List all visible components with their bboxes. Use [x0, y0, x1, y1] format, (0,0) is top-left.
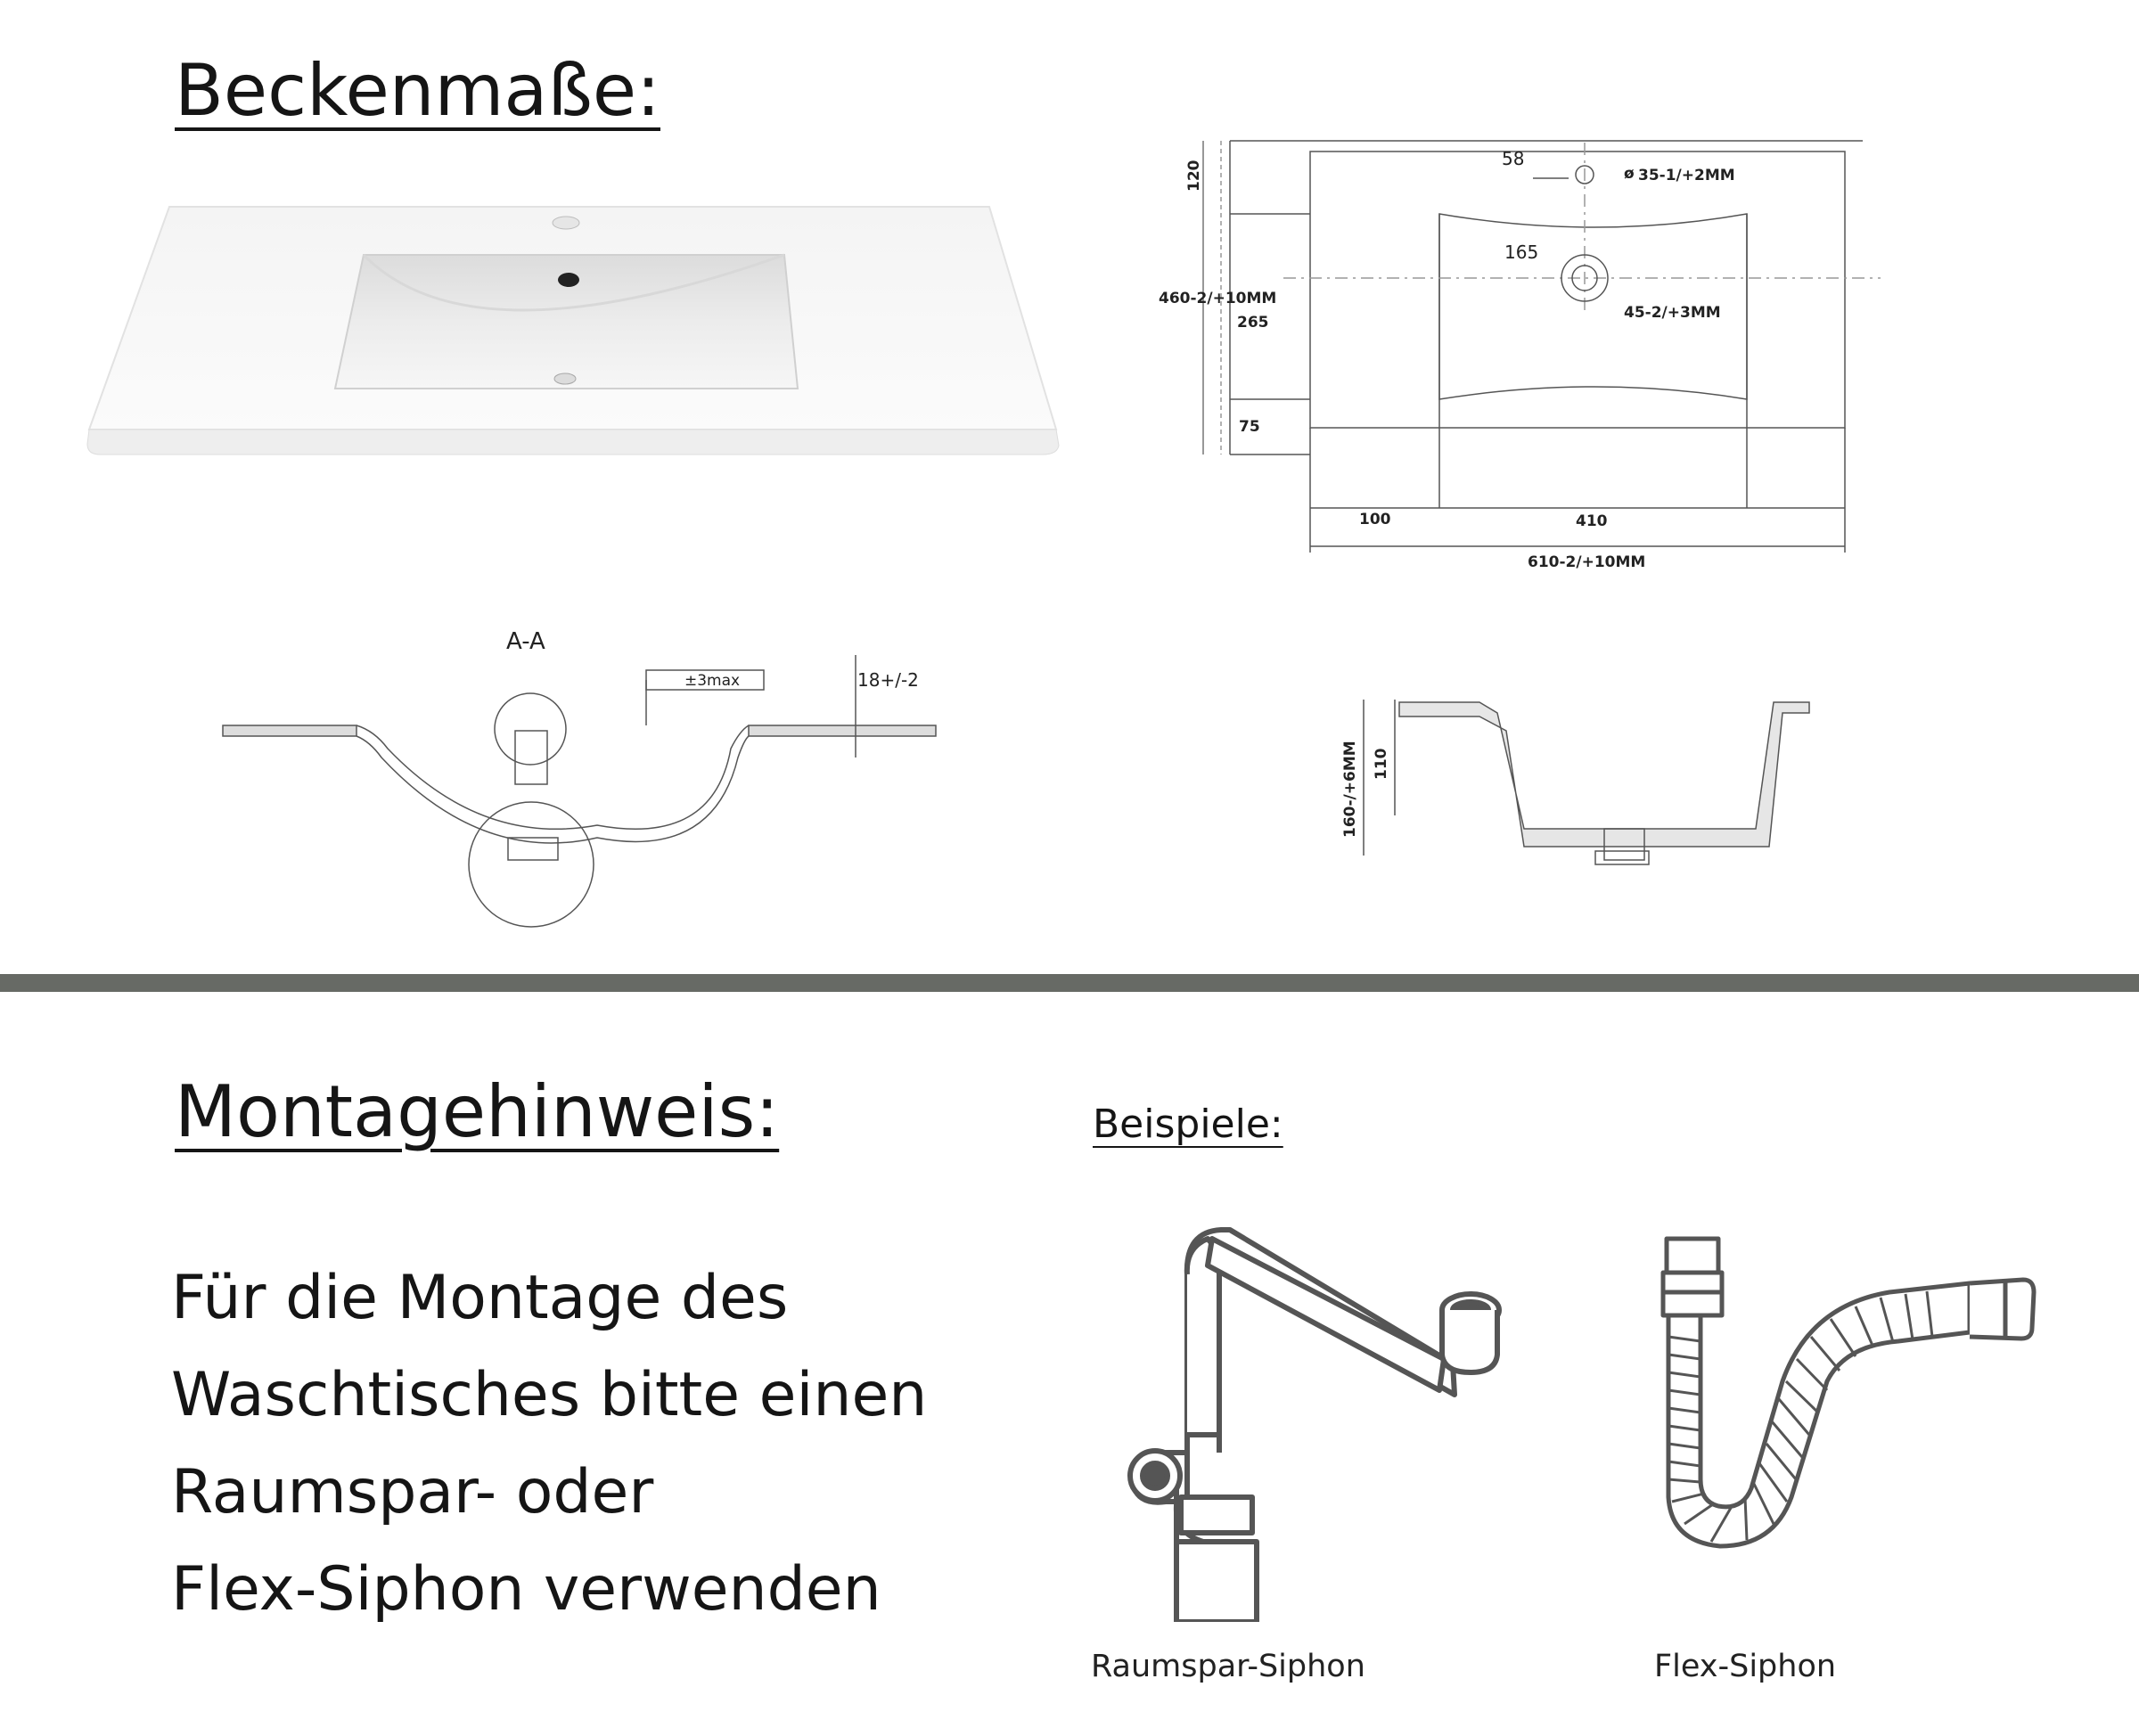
dim-120: 120 [1185, 160, 1203, 192]
thickness-label: 18+/-2 [857, 669, 919, 691]
dim-100: 100 [1359, 511, 1391, 528]
drain-hole-dim: 45-2/+3MM [1624, 304, 1721, 322]
tap-hole-dim: 35-1/+2MM [1638, 167, 1735, 184]
space-saving-siphon-caption: Raumspar-Siphon [1091, 1649, 1365, 1684]
dim-75: 75 [1239, 418, 1260, 436]
installation-instructions [171, 1249, 1062, 1638]
examples-heading: Beispiele: [1093, 1101, 1283, 1147]
installation-heading: Montagehinweis: [175, 1070, 780, 1153]
depth-total-dim: 460-2/+10MM [1159, 290, 1277, 307]
dim-265: 265 [1237, 314, 1269, 332]
section-divider [0, 974, 2139, 992]
flex-siphon-caption: Flex-Siphon [1654, 1649, 1837, 1684]
top-view-drawing [1150, 125, 1898, 579]
instruction-line: Waschtisches bitte einen [171, 1360, 928, 1430]
instruction-line: Für die Montage des [171, 1263, 789, 1333]
dim-165: 165 [1504, 242, 1539, 263]
diameter-symbol: ø [1624, 165, 1635, 183]
dim-410: 410 [1576, 512, 1608, 530]
section-aa-drawing [214, 615, 954, 936]
flex-siphon-icon [1649, 1230, 2041, 1622]
dim-58: 58 [1502, 148, 1525, 169]
basin-depth-dim: 110 [1373, 748, 1390, 780]
instruction-line: Raumspar- oder [171, 1457, 654, 1527]
dimensions-heading: Beckenmaße: [175, 49, 660, 132]
section-label: A-A [506, 628, 545, 655]
tolerance-label: ±3max [684, 672, 741, 690]
instruction-line: Flex-Siphon verwenden [171, 1554, 881, 1625]
width-total-dim: 610-2/+10MM [1528, 553, 1646, 571]
washbasin-photo [80, 196, 1070, 463]
height-total-dim: 160-/+6MM [1341, 741, 1359, 838]
side-section-drawing [1328, 677, 1827, 882]
space-saving-siphon-icon [1123, 1212, 1533, 1622]
